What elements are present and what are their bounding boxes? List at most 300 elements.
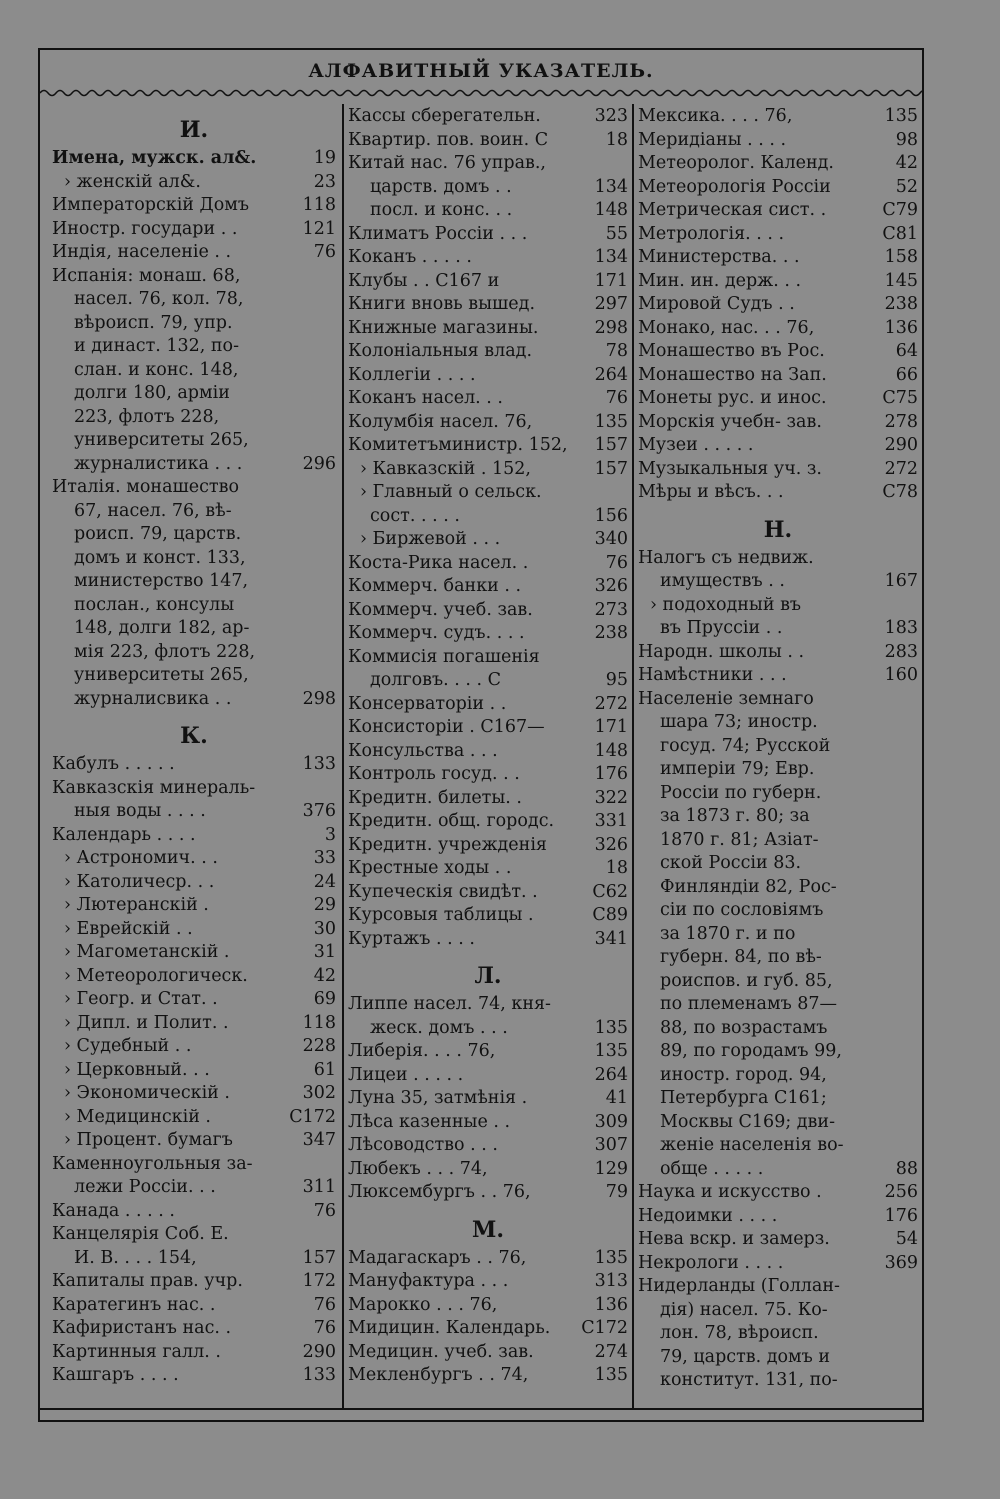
entry-text: царств. домъ . .: [370, 176, 512, 197]
page-number: [914, 688, 918, 712]
page-number: [914, 547, 918, 571]
entry-text: университеты 265,: [74, 430, 249, 450]
index-entry: [348, 740, 628, 764]
entry-text: 67, насел. 76, вѣ-: [74, 500, 232, 521]
entry-text: Народн. школы . .: [638, 641, 805, 662]
page-number: 326: [594, 834, 628, 855]
page-number: 376: [302, 801, 336, 821]
entry-text: Императорскій Домъ: [52, 195, 250, 215]
page-number: [332, 547, 336, 571]
page-number: 135: [594, 1365, 628, 1385]
entry-text: Мидицин. Календарь.: [348, 1318, 551, 1338]
page-number: 3: [324, 824, 336, 845]
entry-text: мія 223, флотъ 228,: [74, 641, 256, 662]
page-number: [914, 946, 918, 970]
bottom-rule: [40, 1408, 922, 1410]
page-number: 273: [594, 599, 628, 620]
entry-text: Липпе насел. 74, кня-: [348, 994, 551, 1014]
index-entry: [348, 317, 628, 341]
entry-text: женіе населенія во-: [660, 1135, 844, 1155]
page-number: 298: [594, 317, 628, 338]
entry-text: Кашгаръ . . . .: [52, 1365, 179, 1385]
entry-text: › Магометанскій .: [64, 942, 230, 962]
page-number: [624, 646, 628, 670]
entry-text: › Астрономич. . .: [64, 848, 218, 868]
index-entry: [52, 777, 336, 801]
page-number: [332, 265, 336, 289]
index-entry: [348, 1247, 628, 1271]
page-number: 135: [594, 411, 628, 432]
index-entry: [638, 1275, 918, 1299]
entry-text: Коммерч. банки . .: [348, 576, 522, 596]
entry-text: вѣроисп. 79, упр.: [74, 312, 233, 333]
index-entry: [348, 1317, 628, 1341]
index-entry: [52, 1364, 336, 1388]
entry-text: Петербурга С161;: [660, 1088, 827, 1108]
entry-text: Метеорологія Россіи: [638, 176, 831, 197]
page-number: С89: [592, 905, 628, 925]
index-entry: [638, 458, 918, 482]
index-entry: [348, 1064, 628, 1088]
index-entry: [638, 1369, 918, 1393]
entry-text: 148, долги 182, ар-: [74, 618, 250, 638]
entry-text: › женскій ал&.: [64, 171, 201, 192]
page-number: [914, 782, 918, 806]
page-number: 52: [895, 176, 918, 197]
entry-text: за 1873 г. 80; за: [660, 806, 810, 826]
index-entry: [52, 617, 336, 641]
entry-text: Климатъ Россіи . . .: [348, 223, 528, 244]
index-entry: [52, 918, 336, 942]
entry-text: › Кавказскій . 152,: [360, 458, 531, 479]
page-number: [914, 993, 918, 1017]
page-number: 42: [313, 965, 336, 986]
page-number: 24: [313, 871, 336, 892]
page-number: [914, 711, 918, 735]
page-number: 118: [302, 195, 336, 215]
index-entry: [348, 1341, 628, 1365]
entry-text: › Католичеср. . .: [64, 871, 215, 892]
entry-text: Морскія учебн- зав.: [638, 411, 822, 432]
entry-text: Кредитн. учрежденія: [348, 834, 547, 855]
entry-text: слан. и конс. 148,: [74, 359, 239, 380]
entry-text: Коммерч. учеб. зав.: [348, 599, 533, 620]
index-entry: [638, 899, 918, 923]
entry-text: Финляндіи 82, Рос-: [660, 876, 837, 897]
index-entry: [638, 317, 918, 341]
index-entry: [52, 594, 336, 618]
page-number: 148: [594, 740, 628, 761]
page-number: 167: [884, 571, 918, 591]
page-number: [332, 523, 336, 547]
entry-text: Лицеи . . . . .: [348, 1064, 464, 1085]
index-entry: [52, 1082, 336, 1106]
entry-text: Капиталы прав. учр.: [52, 1271, 243, 1291]
page-number: 76: [605, 388, 628, 408]
entry-text: Нева вскр. и замерз.: [638, 1229, 830, 1249]
index-entry: [348, 105, 628, 129]
entry-text: Кафиристанъ нас. .: [52, 1318, 232, 1338]
index-entry: [638, 340, 918, 364]
page-number: [914, 594, 918, 618]
page-number: [914, 852, 918, 876]
entry-text: Имена, мужск. ал&.: [52, 148, 257, 168]
index-entry: [348, 481, 628, 505]
index-entry: [348, 223, 628, 247]
page-number: [332, 335, 336, 359]
index-entry: [638, 1228, 918, 1252]
page-number: 29: [313, 895, 336, 915]
index-entry: [348, 152, 628, 176]
page-number: [914, 1346, 918, 1370]
page-number: [914, 1087, 918, 1111]
index-entry: [638, 570, 918, 594]
index-entry: [638, 805, 918, 829]
page-number: [914, 1275, 918, 1299]
entry-text: Кредитн. билеты. .: [348, 787, 522, 808]
entry-text: посл. и конс. . .: [370, 200, 513, 220]
entry-text: Купеческія свидѣт. .: [348, 881, 538, 902]
index-entry: [348, 1364, 628, 1388]
index-entry: [638, 152, 918, 176]
entry-text: 89, по городамъ 99,: [660, 1041, 842, 1061]
index-entry: [638, 364, 918, 388]
index-entry: [348, 1017, 628, 1041]
entry-text: Меридіаны . . . .: [638, 129, 787, 150]
index-entry: [638, 993, 918, 1017]
entry-text: Коммерч. судъ. . . .: [348, 623, 525, 643]
index-entry: [348, 387, 628, 411]
index-entry: [52, 218, 336, 242]
page-number: 134: [594, 176, 628, 197]
entry-text: журналистика . . .: [74, 453, 243, 474]
page-number: 228: [302, 1036, 336, 1056]
index-entry: [52, 429, 336, 453]
entry-text: въ Пруссіи . .: [660, 618, 783, 638]
index-entry: [52, 1247, 336, 1271]
entry-text: Монашество въ Рос.: [638, 341, 825, 361]
page-number: 322: [594, 787, 628, 808]
index-entry: [52, 453, 336, 477]
entry-text: Италія. монашество: [52, 477, 239, 497]
entry-text: иностр. город. 94,: [660, 1064, 827, 1085]
entry-text: › Медицинскій .: [64, 1106, 211, 1127]
index-entry: [52, 1341, 336, 1365]
index-entry: [52, 1270, 336, 1294]
page-number: С81: [882, 223, 918, 244]
entry-text: Музеи . . . . .: [638, 435, 754, 455]
wavy-divider: [40, 86, 922, 100]
page-number: 69: [313, 989, 336, 1009]
page-number: 145: [884, 270, 918, 291]
page-number: 19: [313, 148, 336, 168]
page-number: [914, 1299, 918, 1323]
page-number: 313: [594, 1271, 628, 1291]
page-number: 98: [895, 129, 918, 150]
entry-text: › Биржевой . . .: [360, 529, 501, 549]
index-entry: [638, 617, 918, 641]
entry-text: 1870 г. 81; Азіат-: [660, 829, 819, 850]
entry-text: лон. 78, вѣроисп.: [660, 1323, 819, 1343]
index-entry: [638, 923, 918, 947]
entry-text: по племенамъ 87—: [660, 994, 838, 1014]
index-entry: [52, 1153, 336, 1177]
index-entry: [348, 993, 628, 1017]
index-entry: [348, 1181, 628, 1205]
page-number: С79: [882, 200, 918, 220]
entry-text: сіи по сословіямъ: [660, 900, 824, 920]
page-number: 76: [313, 1318, 336, 1338]
entry-text: Квартир. пов. воин. С: [348, 129, 549, 150]
index-entry: [638, 641, 918, 665]
entry-text: журналисвика . .: [74, 688, 232, 709]
index-entry: [348, 928, 628, 952]
page-number: 331: [594, 811, 628, 831]
page-number: 135: [594, 1247, 628, 1268]
column-divider-2: [632, 104, 634, 1408]
page-number: [332, 641, 336, 665]
page-number: 79: [605, 1182, 628, 1202]
entry-text: Лѣса казенные . .: [348, 1111, 511, 1132]
index-entry: [348, 904, 628, 928]
index-entry: [52, 288, 336, 312]
index-entry: [348, 599, 628, 623]
page-number: [332, 777, 336, 801]
index-entry: [52, 641, 336, 665]
entry-text: › Геогр. и Стат. .: [64, 989, 218, 1009]
page-number: 347: [302, 1130, 336, 1150]
index-entry: [348, 340, 628, 364]
entry-text: Недоимки . . . .: [638, 1205, 778, 1226]
entry-text: и династ. 132, по-: [74, 336, 240, 356]
entry-text: Мекленбургъ . . 74,: [348, 1365, 529, 1385]
index-entry: [52, 1200, 336, 1224]
index-entry: [638, 970, 918, 994]
index-entry: [638, 782, 918, 806]
index-column-3: [638, 105, 918, 1393]
page-number: 298: [302, 688, 336, 709]
entry-text: за 1870 г. и по: [660, 923, 796, 944]
page-number: 264: [594, 1064, 628, 1085]
index-entry: [348, 787, 628, 811]
index-entry: [52, 871, 336, 895]
index-entry: [52, 894, 336, 918]
index-entry: [52, 1035, 336, 1059]
index-entry: [52, 382, 336, 406]
index-entry: [52, 1106, 336, 1130]
index-entry: [52, 1059, 336, 1083]
index-entry: [52, 1223, 336, 1247]
page-number: 326: [594, 576, 628, 596]
page-number: [624, 481, 628, 505]
index-entry: [348, 552, 628, 576]
page-number: С75: [882, 388, 918, 408]
page-number: 135: [594, 1017, 628, 1038]
page-number: С172: [289, 1106, 336, 1127]
page-number: 76: [313, 242, 336, 262]
page-number: 76: [313, 1200, 336, 1221]
entry-text: Москвы С169; дви-: [660, 1111, 835, 1132]
entry-text: насел. 76, кол. 78,: [74, 289, 244, 309]
entry-text: Люксембургъ . . 76,: [348, 1182, 531, 1202]
page-number: 64: [895, 341, 918, 361]
index-entry: [52, 847, 336, 871]
index-entry: [52, 194, 336, 218]
page-number: [914, 758, 918, 782]
entry-text: Календарь . . . .: [52, 824, 196, 845]
page-number: 172: [302, 1271, 336, 1291]
entry-text: Коканъ . . . . .: [348, 247, 472, 267]
page-number: 78: [605, 341, 628, 361]
entry-text: дія) насел. 75. Ко-: [660, 1299, 828, 1320]
index-entry: [348, 1270, 628, 1294]
page-number: 95: [605, 670, 628, 690]
index-entry: [348, 622, 628, 646]
page-number: 297: [594, 294, 628, 314]
index-entry: [348, 434, 628, 458]
entry-text: Министерства. . .: [638, 247, 800, 267]
entry-text: Канцелярія Соб. Е.: [52, 1224, 229, 1244]
page-number: 302: [302, 1083, 336, 1103]
page-number: 256: [884, 1182, 918, 1202]
index-entry: [348, 646, 628, 670]
entry-text: Консерваторіи . .: [348, 693, 507, 714]
entry-text: Метрическая сист. .: [638, 200, 827, 220]
entry-text: ныя воды . . . .: [74, 801, 206, 821]
entry-text: Консисторіи . С167—: [348, 717, 545, 737]
page-number: 148: [594, 200, 628, 220]
index-entry: [52, 753, 336, 777]
page-number: [332, 288, 336, 312]
index-entry: [638, 1205, 918, 1229]
index-entry: [638, 1346, 918, 1370]
entry-text: 88, по возрастамъ: [660, 1017, 828, 1038]
entry-text: роиспов. и губ. 85,: [660, 970, 833, 991]
index-entry: [348, 1158, 628, 1182]
entry-text: университеты 265,: [74, 665, 249, 685]
page-number: 31: [313, 942, 336, 962]
page-number: [914, 1111, 918, 1135]
index-entry: [348, 528, 628, 552]
index-entry: [348, 834, 628, 858]
entry-text: Мадагаскаръ . . 76,: [348, 1247, 527, 1268]
section-letter: Н.: [763, 516, 793, 543]
index-entry: [52, 988, 336, 1012]
index-entry: [348, 458, 628, 482]
entry-text: Коканъ насел. . .: [348, 388, 503, 408]
page-number: 278: [884, 411, 918, 432]
entry-text: губерн. 84, по вѣ-: [660, 947, 822, 967]
index-entry: [52, 800, 336, 824]
page-number: 160: [884, 665, 918, 685]
page-number: С62: [592, 881, 628, 902]
index-entry: [638, 758, 918, 782]
entry-text: Коллегіи . . . .: [348, 364, 476, 385]
entry-text: госуд. 74; Русской: [660, 735, 831, 756]
page-number: 54: [895, 1229, 918, 1249]
page-number: 135: [884, 106, 918, 126]
index-entry: [638, 711, 918, 735]
page-number: 274: [594, 1341, 628, 1362]
page-number: 55: [605, 223, 628, 244]
index-entry: [638, 246, 918, 270]
index-entry: [638, 1252, 918, 1276]
page-number: 76: [313, 1294, 336, 1315]
entry-text: Книги вновь вышед.: [348, 294, 536, 314]
entry-text: › Еврейскій . .: [64, 918, 193, 939]
entry-text: › Судебный . .: [64, 1036, 192, 1056]
entry-text: лежи Россіи. . .: [74, 1177, 216, 1197]
page-number: 33: [313, 848, 336, 868]
index-entry: [638, 1134, 918, 1158]
entry-text: И. В. . . . 154,: [74, 1247, 197, 1268]
entry-text: Китай нас. 76 управ.,: [348, 153, 546, 173]
entry-text: Курсовыя таблицы .: [348, 905, 534, 925]
entry-text: роисп. 79, царств.: [74, 524, 242, 544]
page-number: 290: [302, 1341, 336, 1362]
entry-text: › Церковный. . .: [64, 1059, 210, 1080]
page-number: [332, 406, 336, 430]
entry-text: › Лютеранскій .: [64, 895, 209, 915]
entry-text: имуществъ . .: [660, 571, 785, 591]
page-number: 158: [884, 247, 918, 267]
entry-text: Нидерланды (Голлан-: [638, 1276, 840, 1296]
index-entry: [638, 829, 918, 853]
entry-text: Некрологи . . . .: [638, 1252, 784, 1273]
entry-text: Налогъ съ недвиж.: [638, 547, 814, 568]
section-letter: Л.: [474, 963, 502, 989]
entry-text: Книжные магазины.: [348, 317, 539, 338]
page-number: [914, 1064, 918, 1088]
page-number: [332, 359, 336, 383]
index-entry: [638, 1158, 918, 1182]
entry-text: Комитетъминистр. 152,: [348, 435, 568, 455]
entry-text: Мировой Судъ . .: [638, 294, 795, 314]
entry-text: Мексика. . . . 76,: [638, 106, 793, 126]
entry-text: Колумбія насел. 76,: [348, 411, 533, 432]
page-number: 238: [594, 623, 628, 643]
index-entry: [52, 523, 336, 547]
page-number: 307: [594, 1135, 628, 1155]
page-number: [332, 382, 336, 406]
entry-text: Каратегинъ нас. .: [52, 1294, 216, 1315]
entry-text: Марокко . . . 76,: [348, 1294, 498, 1315]
page-number: 296: [302, 453, 336, 474]
entry-text: › Процент. бумагъ: [64, 1130, 233, 1150]
page-number: 129: [594, 1158, 628, 1179]
index-entry: [52, 688, 336, 712]
index-entry: [638, 735, 918, 759]
index-entry: [348, 411, 628, 435]
index-entry: [638, 1087, 918, 1111]
entry-text: Метеоролог. Календ.: [638, 153, 834, 173]
index-entry: [52, 171, 336, 195]
page-number: 18: [605, 858, 628, 878]
page-number: [914, 805, 918, 829]
page-number: 272: [884, 458, 918, 479]
entry-text: Лѣсоводство . . .: [348, 1135, 498, 1155]
index-entry: [348, 129, 628, 153]
entry-text: Метрологія. . . .: [638, 223, 785, 244]
entry-text: Картинныя галл. .: [52, 1341, 221, 1362]
index-entry: [52, 547, 336, 571]
page-number: 171: [594, 717, 628, 737]
entry-text: › Дипл. и Полит. .: [64, 1012, 229, 1033]
entry-text: Музыкальныя уч. з.: [638, 458, 822, 479]
index-column-2: [348, 105, 628, 1388]
section-letter: И.: [179, 117, 209, 143]
index-entry: [52, 941, 336, 965]
